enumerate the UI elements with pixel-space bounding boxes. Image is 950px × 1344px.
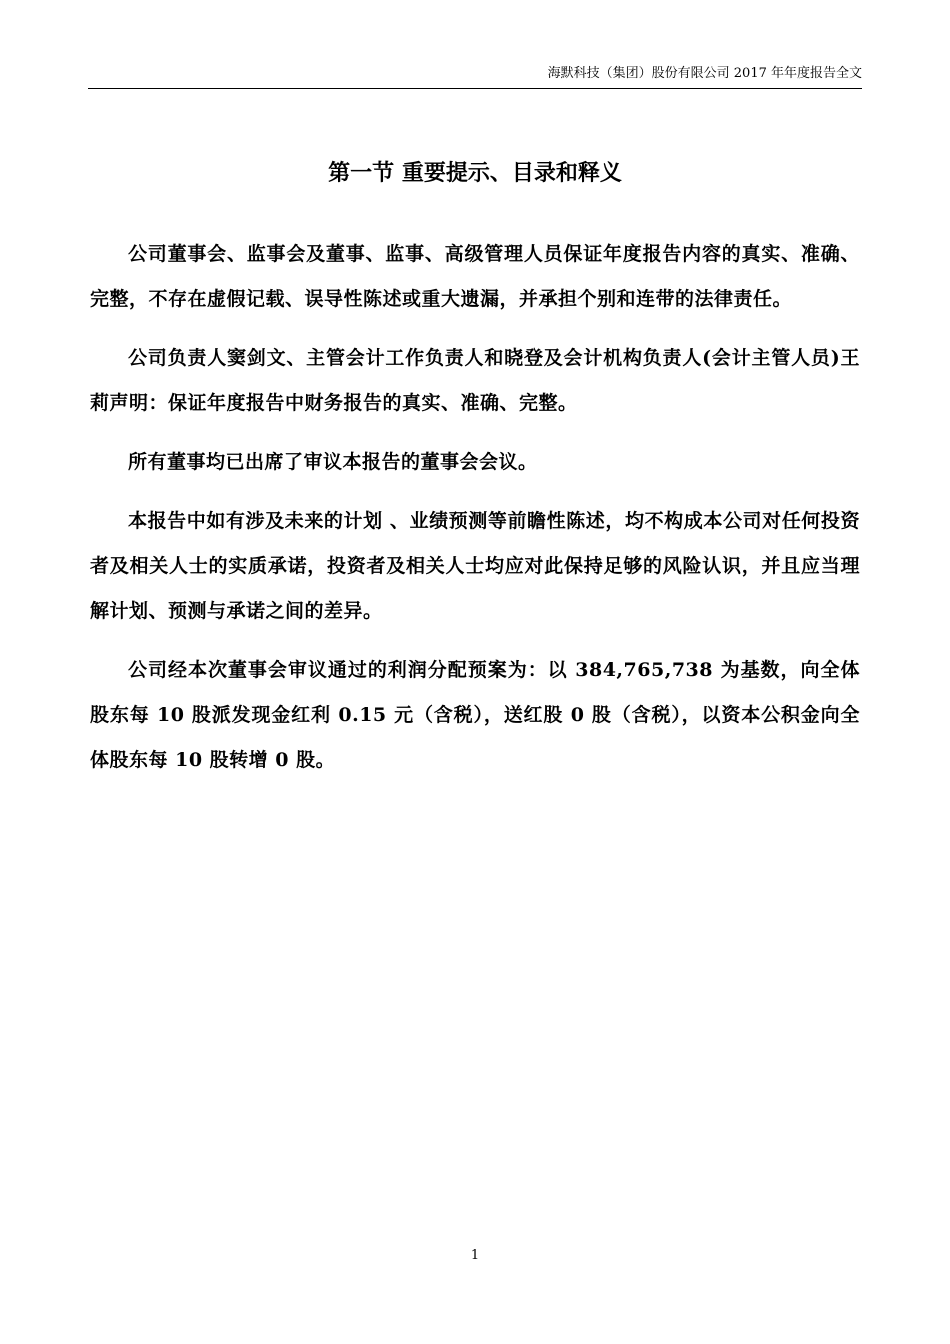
paragraph-forward-looking-disclaimer: 本报告中如有涉及未来的计划 、业绩预测等前瞻性陈述，均不构成本公司对任何投资者及相关人士的实质承诺，投资者及相关人士均应对此保持足够的风险认识，并且应当理解计划、预测与承诺之间的差异。 <box>90 510 860 622</box>
paragraph-financial-officers-declaration: 公司负责人窦剑文、主管会计工作负责人和晓登及会计机构负责人(会计主管人员)王莉声明：保证年度报告中财务报告的真实、准确、完整。 <box>90 347 860 414</box>
paragraph-responsibility-statement: 公司董事会、监事会及董事、监事、高级管理人员保证年度报告内容的真实、准确、完整，不存在虚假记载、误导性陈述或重大遗漏，并承担个别和连带的法律责任。 <box>90 243 860 310</box>
page-header <box>88 66 862 89</box>
document-body <box>90 232 860 797</box>
running-title: 海默科技（集团）股份有限公司 2017 年年度报告全文 <box>547 66 862 81</box>
section-title: 第一节 重要提示、目录和释义 <box>328 160 622 186</box>
page-number: 1 <box>470 1248 480 1263</box>
paragraph-profit-distribution-plan: 公司经本次董事会审议通过的利润分配预案为：以 384,765,738 为基数，向全体股东每 10 股派发现金红利 0.15 元（含税），送红股 0 股（含税），以资本公积金向全体股东每 10 股转增 0 股。 <box>90 659 860 771</box>
paragraph-board-attendance: 所有董事均已出席了审议本报告的董事会会议。 <box>128 451 538 473</box>
